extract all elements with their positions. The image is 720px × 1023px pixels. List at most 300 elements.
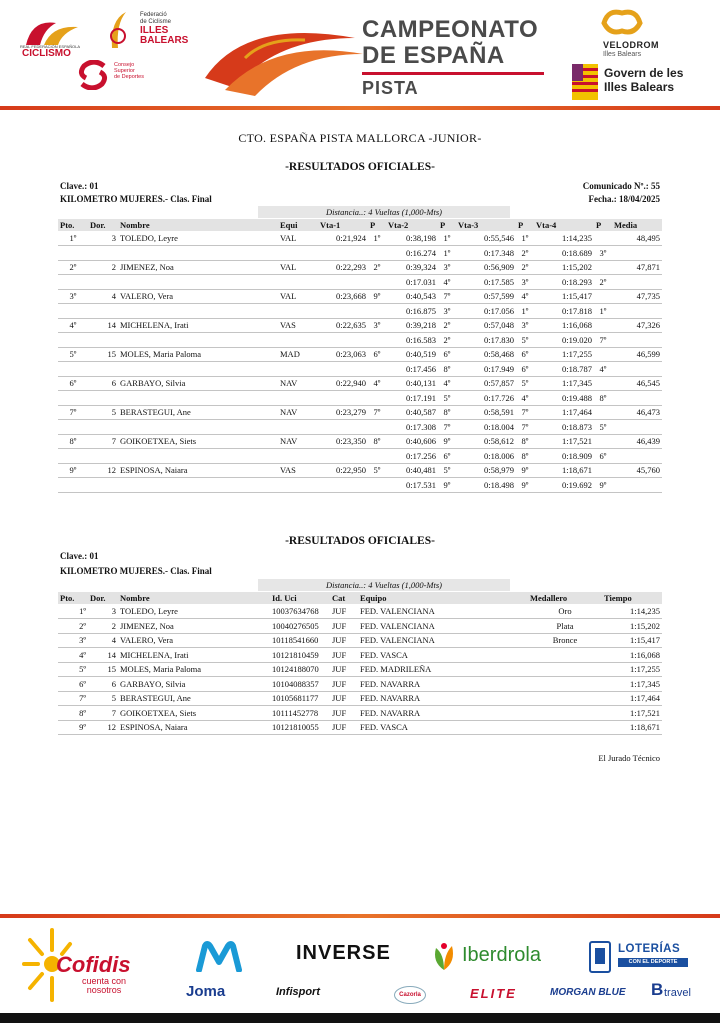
rider-name-cell: TOLEDO, Leyre — [118, 604, 270, 619]
bib-cell: 12 — [88, 463, 118, 478]
position-cell: 9º — [58, 720, 88, 735]
empty-cell — [368, 246, 386, 261]
event-title-rule — [362, 72, 544, 75]
govern-line2: Illes Balears — [604, 80, 675, 94]
team-cell: NAV — [278, 434, 318, 449]
column-header: Equipo — [358, 592, 528, 604]
bib-cell: 2 — [88, 619, 118, 634]
lap4-pos-cell — [594, 231, 612, 246]
lap2-pos-cell: 3º — [438, 260, 456, 275]
empty-cell — [88, 391, 118, 406]
empty-cell — [88, 246, 118, 261]
joma-logo: Joma — [186, 983, 226, 1000]
lap4-pos-cell — [594, 318, 612, 333]
govern-line1: Govern de les — [604, 66, 684, 80]
velodrom-name: VELODROM — [603, 40, 660, 50]
velodrom-logo-icon — [600, 5, 644, 39]
team-cell: NAV — [278, 405, 318, 420]
result-row — [58, 260, 662, 275]
lap4-time-cell: 1:17,464 — [534, 405, 594, 420]
lap1-pos-cell: 7º — [368, 405, 386, 420]
lap4-split-cell: 0:18.787 — [534, 362, 594, 377]
uci-id-cell: 10040276505 — [270, 619, 330, 634]
lap4-split-pos-cell: 3º — [594, 246, 612, 261]
lap3-split-pos-cell: 5º — [516, 333, 534, 348]
bib-cell: 12 — [88, 720, 118, 735]
time-cell: 1:17,255 — [602, 662, 662, 677]
category-cell: JUF — [330, 604, 358, 619]
empty-cell — [278, 275, 318, 290]
csd-line3: de Deportes — [114, 74, 144, 80]
infisport-logo: Infisport — [276, 986, 320, 998]
team-cell: FED. VALENCIANA — [358, 633, 528, 648]
empty-cell — [58, 478, 88, 493]
lap3-pos-cell: 9º — [516, 463, 534, 478]
category-cell: JUF — [330, 662, 358, 677]
lap4-time-cell: 1:15,202 — [534, 260, 594, 275]
position-cell: 5º — [58, 347, 88, 362]
lap3-pos-cell: 5º — [516, 376, 534, 391]
lap4-split-cell: 0:18.873 — [534, 420, 594, 435]
rider-name-cell: BERASTEGUI, Ane — [118, 405, 278, 420]
lap1-pos-cell: 8º — [368, 434, 386, 449]
section1-fecha: Fecha.: 18/04/2025 — [588, 194, 660, 204]
lap1-pos-cell: 2º — [368, 260, 386, 275]
lap2-split-pos-cell: 6º — [438, 449, 456, 464]
csd-line2: Superior — [114, 68, 135, 74]
iberdrola-logo: Iberdrola — [462, 944, 541, 966]
csd-line1: Consejo — [114, 62, 135, 68]
fcib-logo-icon — [108, 10, 130, 50]
morgan-blue-logo: MORGAN BLUE — [550, 987, 626, 998]
cofidis-tag1: cuenta con — [82, 976, 127, 986]
average-speed-cell: 48,495 — [612, 231, 662, 246]
lap2-split-pos-cell: 8º — [438, 362, 456, 377]
govern-flag-icon — [572, 64, 598, 100]
time-cell: 1:15,202 — [602, 619, 662, 634]
lap3-time-cell: 0:57,599 — [456, 289, 516, 304]
position-cell: 8º — [58, 434, 88, 449]
column-header: Tiempo — [602, 592, 662, 604]
column-header: Medallero — [528, 592, 602, 604]
lap4-time-cell: 1:16,068 — [534, 318, 594, 333]
lap1-time-cell: 0:22,635 — [318, 318, 368, 333]
bib-cell: 15 — [88, 347, 118, 362]
column-header: P — [368, 219, 386, 231]
average-speed-cell: 47,735 — [612, 289, 662, 304]
lap4-pos-cell — [594, 289, 612, 304]
bib-cell: 3 — [88, 231, 118, 246]
empty-cell — [278, 391, 318, 406]
lap3-split-cell: 0:17.585 — [456, 275, 516, 290]
bib-cell: 3 — [88, 604, 118, 619]
lap2-split-pos-cell: 3º — [438, 304, 456, 319]
loterias-icon — [588, 940, 612, 974]
uci-id-cell: 10121810459 — [270, 648, 330, 663]
rider-name-cell: TOLEDO, Leyre — [118, 231, 278, 246]
classification-row — [58, 633, 662, 648]
velodrom-sub: Illes Balears — [603, 51, 642, 58]
lap3-pos-cell: 7º — [516, 405, 534, 420]
lap2-split-pos-cell: 4º — [438, 275, 456, 290]
lap2-split-cell: 0:17.031 — [386, 275, 438, 290]
rider-name-cell: GOIKOETXEA, Siets — [118, 434, 278, 449]
team-cell: VAL — [278, 260, 318, 275]
bib-cell: 5 — [88, 405, 118, 420]
lap3-split-pos-cell: 2º — [516, 246, 534, 261]
column-header: Dor. — [88, 219, 118, 231]
split-row — [58, 275, 662, 290]
category-cell: JUF — [330, 619, 358, 634]
column-header: Vta-4 — [534, 219, 594, 231]
bib-cell: 7 — [88, 706, 118, 721]
position-cell: 2º — [58, 260, 88, 275]
column-header: P — [516, 219, 534, 231]
rider-name-cell: BERASTEGUI, Ane — [118, 691, 270, 706]
cofidis-logo: Cofidis — [56, 952, 131, 977]
lap2-time-cell: 0:40,481 — [386, 463, 438, 478]
lap2-time-cell: 0:40,606 — [386, 434, 438, 449]
lap3-split-cell: 0:18.498 — [456, 478, 516, 493]
category-cell: JUF — [330, 720, 358, 735]
uci-id-cell: 10105681177 — [270, 691, 330, 706]
lap3-time-cell: 0:56,909 — [456, 260, 516, 275]
empty-cell — [318, 420, 368, 435]
position-cell: 1º — [58, 231, 88, 246]
column-header: Pto. — [58, 219, 88, 231]
classification-row — [58, 691, 662, 706]
lap2-split-cell: 0:17.191 — [386, 391, 438, 406]
lap4-pos-cell — [594, 347, 612, 362]
average-speed-cell: 47,326 — [612, 318, 662, 333]
lap2-split-pos-cell: 1º — [438, 246, 456, 261]
medal-cell: Bronce — [528, 633, 602, 648]
empty-cell — [118, 420, 278, 435]
lap2-pos-cell: 2º — [438, 318, 456, 333]
lap2-split-pos-cell: 9º — [438, 478, 456, 493]
page-header — [0, 0, 720, 108]
lap3-split-cell: 0:17.949 — [456, 362, 516, 377]
classification-row — [58, 706, 662, 721]
lap2-pos-cell: 6º — [438, 347, 456, 362]
lap3-time-cell: 0:58,612 — [456, 434, 516, 449]
lap3-time-cell: 0:58,979 — [456, 463, 516, 478]
lap3-split-cell: 0:17.726 — [456, 391, 516, 406]
iberdrola-leaf-icon — [428, 940, 460, 972]
lap2-time-cell: 0:40,131 — [386, 376, 438, 391]
lap2-split-cell: 0:16.875 — [386, 304, 438, 319]
lap3-pos-cell: 3º — [516, 318, 534, 333]
team-cell: FED. VALENCIANA — [358, 604, 528, 619]
empty-cell — [278, 246, 318, 261]
lap-results-table — [58, 219, 662, 493]
column-header: P — [438, 219, 456, 231]
team-cell: FED. VALENCIANA — [358, 619, 528, 634]
lap1-time-cell: 0:23,063 — [318, 347, 368, 362]
lap4-split-cell: 0:19.692 — [534, 478, 594, 493]
uci-id-cell: 10121810055 — [270, 720, 330, 735]
empty-cell — [118, 391, 278, 406]
lap2-split-cell: 0:17.308 — [386, 420, 438, 435]
empty-cell — [612, 449, 662, 464]
bib-cell: 2 — [88, 260, 118, 275]
position-cell: 8º — [58, 706, 88, 721]
fcib-line3: ILLES — [140, 25, 169, 36]
team-cell: FED. MADRILEÑA — [358, 662, 528, 677]
rider-name-cell: GARBAYO, Silvia — [118, 376, 278, 391]
final-classification-header-row — [58, 592, 662, 604]
rider-name-cell: MICHELENA, Irati — [118, 648, 270, 663]
event-swoosh-icon — [205, 18, 365, 96]
empty-cell — [118, 333, 278, 348]
empty-cell — [318, 391, 368, 406]
empty-cell — [88, 449, 118, 464]
lap4-split-cell: 0:18.909 — [534, 449, 594, 464]
lap4-pos-cell — [594, 434, 612, 449]
empty-cell — [318, 478, 368, 493]
lap4-split-cell: 0:18.689 — [534, 246, 594, 261]
column-header: Equi — [278, 219, 318, 231]
category-cell: JUF — [330, 691, 358, 706]
fcib-text — [140, 12, 171, 26]
empty-cell — [58, 333, 88, 348]
empty-cell — [118, 275, 278, 290]
position-cell: 6º — [58, 376, 88, 391]
empty-cell — [88, 362, 118, 377]
medal-cell: Plata — [528, 619, 602, 634]
lap1-time-cell: 0:22,293 — [318, 260, 368, 275]
lap1-pos-cell: 1º — [368, 231, 386, 246]
empty-cell — [88, 478, 118, 493]
team-cell: VAL — [278, 231, 318, 246]
column-header: Pto. — [58, 592, 88, 604]
column-header: Nombre — [118, 592, 270, 604]
lap3-time-cell: 0:57,857 — [456, 376, 516, 391]
classification-row — [58, 619, 662, 634]
column-header: Dor. — [88, 592, 118, 604]
team-cell: MAD — [278, 347, 318, 362]
position-cell: 3º — [58, 289, 88, 304]
column-header: Vta-3 — [456, 219, 516, 231]
bib-cell: 14 — [88, 648, 118, 663]
lap4-split-pos-cell: 2º — [594, 275, 612, 290]
lap4-split-cell: 0:19.488 — [534, 391, 594, 406]
lap2-split-cell: 0:17.256 — [386, 449, 438, 464]
result-row — [58, 231, 662, 246]
empty-cell — [318, 304, 368, 319]
time-cell: 1:17,345 — [602, 677, 662, 692]
time-cell: 1:16,068 — [602, 648, 662, 663]
position-cell: 7º — [58, 691, 88, 706]
empty-cell — [612, 478, 662, 493]
position-cell: 5º — [58, 662, 88, 677]
lap1-time-cell: 0:23,668 — [318, 289, 368, 304]
empty-cell — [58, 304, 88, 319]
classification-row — [58, 662, 662, 677]
empty-cell — [58, 362, 88, 377]
empty-cell — [58, 391, 88, 406]
section1-title: -RESULTADOS OFICIALES- — [285, 161, 435, 173]
medal-cell — [528, 648, 602, 663]
team-cell: FED. NAVARRA — [358, 691, 528, 706]
empty-cell — [58, 420, 88, 435]
medal-cell — [528, 691, 602, 706]
time-cell: 1:14,235 — [602, 604, 662, 619]
empty-cell — [612, 420, 662, 435]
lap4-split-pos-cell: 4º — [594, 362, 612, 377]
empty-cell — [368, 449, 386, 464]
split-row — [58, 333, 662, 348]
empty-cell — [88, 275, 118, 290]
fcib-line1: Federació — [140, 12, 167, 18]
empty-cell — [368, 391, 386, 406]
category-cell: JUF — [330, 677, 358, 692]
bottom-bar — [0, 1013, 720, 1023]
medal-cell — [528, 720, 602, 735]
uci-id-cell: 10118541660 — [270, 633, 330, 648]
empty-cell — [278, 449, 318, 464]
lap1-time-cell: 0:23,279 — [318, 405, 368, 420]
empty-cell — [278, 362, 318, 377]
empty-cell — [88, 304, 118, 319]
empty-cell — [612, 275, 662, 290]
empty-cell — [278, 420, 318, 435]
time-cell: 1:17,521 — [602, 706, 662, 721]
result-row — [58, 463, 662, 478]
category-cell: JUF — [330, 633, 358, 648]
lap3-time-cell: 0:57,048 — [456, 318, 516, 333]
uci-id-cell: 10124188070 — [270, 662, 330, 677]
lap2-pos-cell: 1º — [438, 231, 456, 246]
empty-cell — [612, 391, 662, 406]
split-row — [58, 478, 662, 493]
lap4-split-pos-cell: 7º — [594, 333, 612, 348]
lap2-pos-cell: 9º — [438, 434, 456, 449]
empty-cell — [318, 333, 368, 348]
empty-cell — [118, 362, 278, 377]
column-header: Media — [612, 219, 662, 231]
position-cell: 4º — [58, 648, 88, 663]
rfec-name: CICLISMO — [22, 48, 71, 59]
lap4-split-pos-cell: 6º — [594, 449, 612, 464]
team-cell: VAL — [278, 289, 318, 304]
lap4-time-cell: 1:14,235 — [534, 231, 594, 246]
lap1-time-cell: 0:22,940 — [318, 376, 368, 391]
rider-name-cell: VALERO, Vera — [118, 289, 278, 304]
empty-cell — [278, 304, 318, 319]
empty-cell — [58, 449, 88, 464]
lap4-split-pos-cell: 5º — [594, 420, 612, 435]
rfec-small-text: REAL FEDERACIÓN ESPAÑOLA — [20, 44, 81, 49]
empty-cell — [58, 246, 88, 261]
empty-cell — [368, 420, 386, 435]
bib-cell: 4 — [88, 289, 118, 304]
lap2-pos-cell: 7º — [438, 289, 456, 304]
lap4-time-cell: 1:15,417 — [534, 289, 594, 304]
lap1-time-cell: 0:22,950 — [318, 463, 368, 478]
btravel-logo: travel — [664, 987, 691, 999]
column-header: P — [594, 219, 612, 231]
lap3-time-cell: 0:58,591 — [456, 405, 516, 420]
average-speed-cell: 46,599 — [612, 347, 662, 362]
team-cell: FED. NAVARRA — [358, 706, 528, 721]
section2-title: -RESULTADOS OFICIALES- — [285, 535, 435, 547]
result-row — [58, 289, 662, 304]
section1-comunicado: Comunicado Nº.: 55 — [582, 181, 660, 191]
average-speed-cell: 46,439 — [612, 434, 662, 449]
average-speed-cell: 45,760 — [612, 463, 662, 478]
empty-cell — [368, 275, 386, 290]
rider-name-cell: ESPINOSA, Naiara — [118, 720, 270, 735]
fcib-line2: de Ciclisme — [140, 19, 172, 25]
movistar-m-icon — [196, 940, 242, 972]
rider-name-cell: VALERO, Vera — [118, 633, 270, 648]
bib-cell: 4 — [88, 633, 118, 648]
lap2-split-cell: 0:16.274 — [386, 246, 438, 261]
lap4-time-cell: 1:17,255 — [534, 347, 594, 362]
result-row — [58, 405, 662, 420]
event-title-line2: DE ESPAÑA — [362, 42, 505, 69]
loterias-tagline: CON EL DEPORTE — [618, 958, 688, 967]
lap2-time-cell: 0:39,218 — [386, 318, 438, 333]
result-row — [58, 376, 662, 391]
team-cell: FED. VASCA — [358, 648, 528, 663]
inverse-logo: INVERSE — [296, 942, 391, 964]
average-speed-cell: 46,473 — [612, 405, 662, 420]
column-header: Vta-1 — [318, 219, 368, 231]
rider-name-cell: JIMENEZ, Noa — [118, 619, 270, 634]
loterias-logo: LOTERÍAS — [618, 943, 681, 955]
category-cell: JUF — [330, 706, 358, 721]
lap2-pos-cell: 5º — [438, 463, 456, 478]
medal-cell — [528, 706, 602, 721]
column-header: Nombre — [118, 219, 278, 231]
uci-id-cell: 10104088357 — [270, 677, 330, 692]
lap1-time-cell: 0:21,924 — [318, 231, 368, 246]
lap3-split-pos-cell: 4º — [516, 391, 534, 406]
position-cell: 2º — [58, 619, 88, 634]
empty-cell — [118, 478, 278, 493]
lap2-split-pos-cell: 5º — [438, 391, 456, 406]
fcib-line4: BALEARS — [140, 35, 189, 46]
empty-cell — [368, 362, 386, 377]
lap3-split-cell: 0:18.004 — [456, 420, 516, 435]
empty-cell — [612, 362, 662, 377]
result-row — [58, 434, 662, 449]
section1-event: KILOMETRO MUJERES.- Clas. Final — [60, 194, 212, 204]
column-header: Cat — [330, 592, 358, 604]
empty-cell — [318, 362, 368, 377]
classification-row — [58, 604, 662, 619]
lap4-split-cell: 0:18.293 — [534, 275, 594, 290]
section1-distance: Distancia..: 4 Vueltas (1,000-Mts) — [258, 206, 510, 218]
lap4-split-pos-cell: 1º — [594, 304, 612, 319]
lap2-pos-cell: 8º — [438, 405, 456, 420]
empty-cell — [612, 246, 662, 261]
team-cell: FED. NAVARRA — [358, 677, 528, 692]
uci-id-cell: 10111452778 — [270, 706, 330, 721]
team-cell: NAV — [278, 376, 318, 391]
bib-cell: 15 — [88, 662, 118, 677]
time-cell: 1:17,464 — [602, 691, 662, 706]
lap2-split-cell: 0:17.531 — [386, 478, 438, 493]
bib-cell: 6 — [88, 677, 118, 692]
split-row — [58, 246, 662, 261]
header-rule — [0, 106, 720, 110]
lap1-pos-cell: 6º — [368, 347, 386, 362]
section2-clave: Clave.: 01 — [60, 551, 99, 561]
rider-name-cell: GOIKOETXEA, Siets — [118, 706, 270, 721]
